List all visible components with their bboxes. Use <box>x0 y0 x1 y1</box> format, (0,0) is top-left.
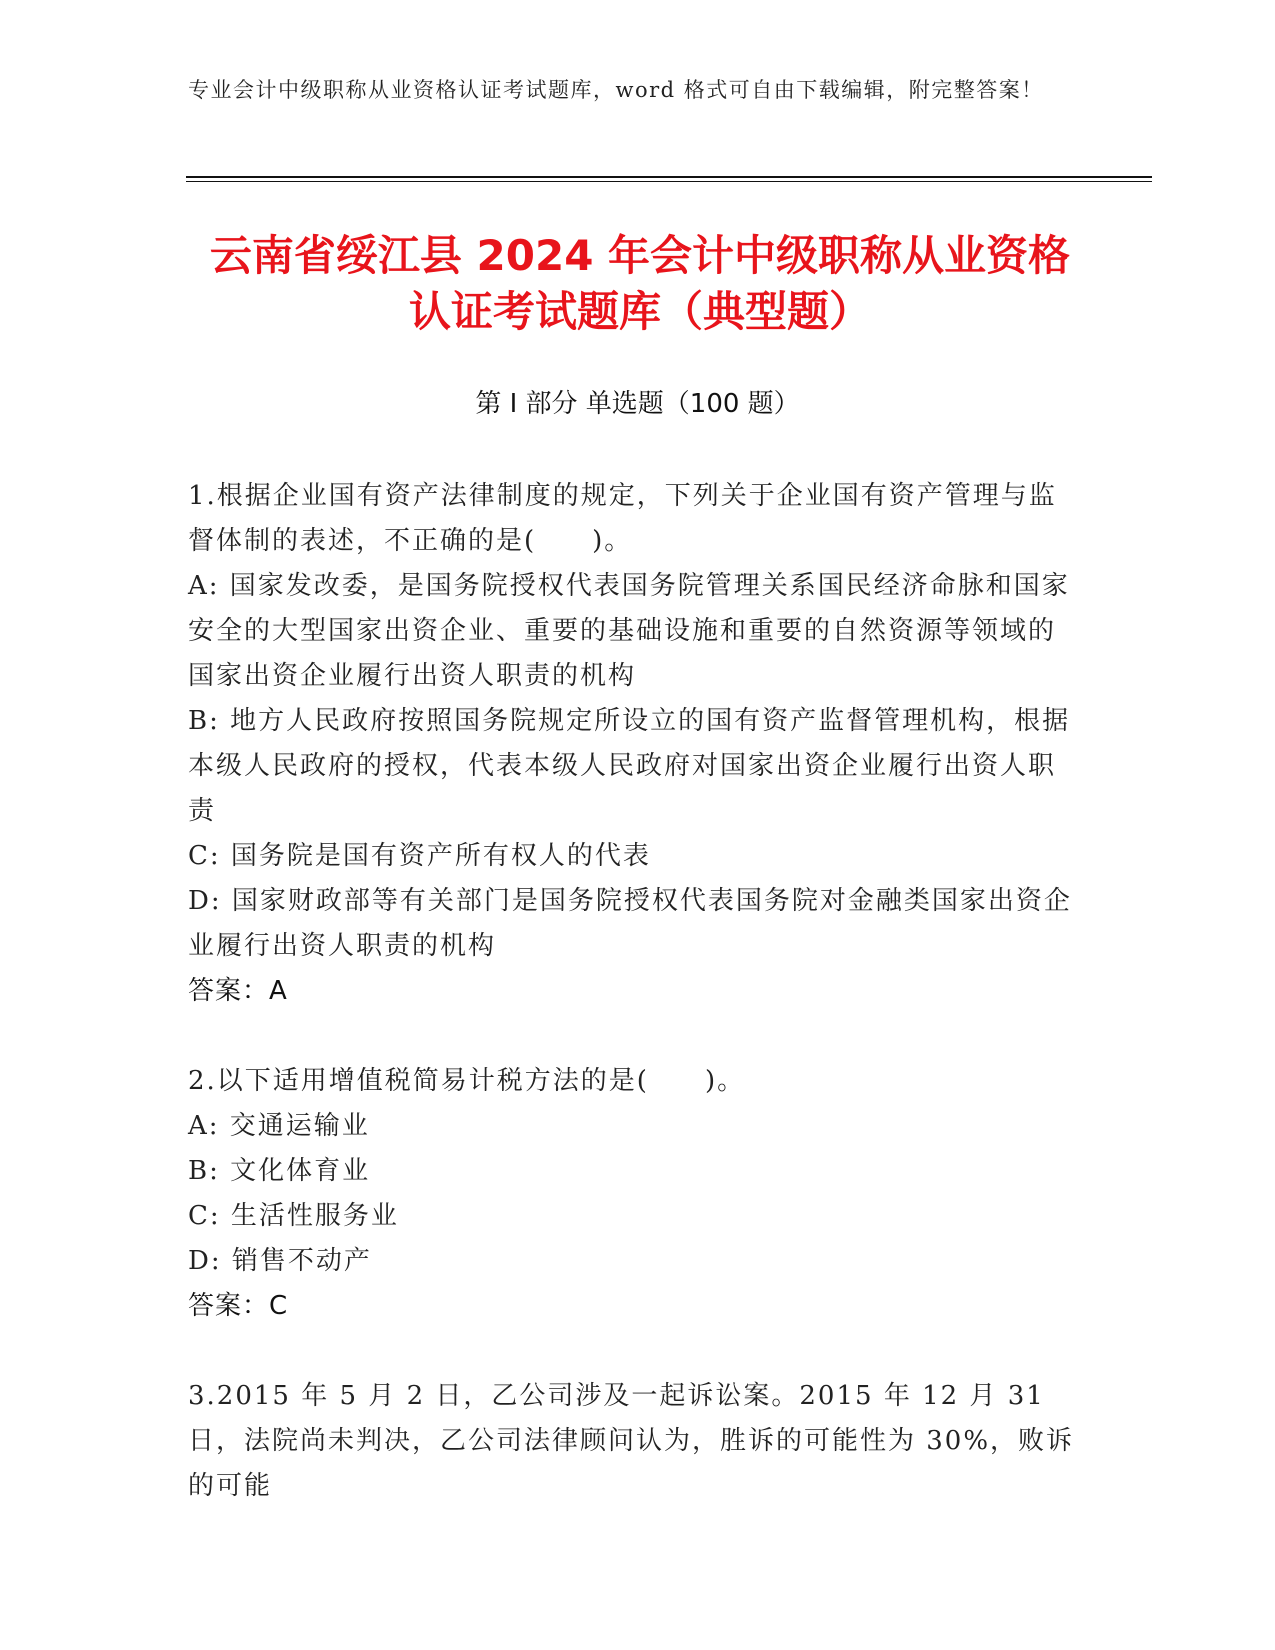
question-list <box>188 474 1078 1554</box>
option-b: B: 地方人民政府按照国务院规定所设立的国有资产监督管理机构，根据本级人民政府的授权，代表本级人民政府对国家出资企业履行出资人职责 <box>188 706 1071 826</box>
option-d: D: 国家财政部等有关部门是国务院授权代表国务院对金融类国家出资企业履行出资人职责的机构 <box>188 886 1072 961</box>
option-a: A: 交通运输业 <box>188 1111 370 1141</box>
question-2 <box>188 1059 1078 1329</box>
option-a: A: 国家发改委，是国务院授权代表国务院管理关系国民经济命脉和国家安全的大型国家出资企业、重要的基础设施和重要的自然资源等领域的国家出资企业履行出资人职责的机构 <box>188 571 1070 691</box>
header-divider-thin <box>186 181 1152 182</box>
section-heading: 第 I 部分 单选题（100 题） <box>475 389 800 419</box>
header-divider-thick <box>186 176 1152 178</box>
question-3 <box>188 1374 1078 1509</box>
question-1 <box>188 474 1078 1014</box>
question-stem: 2.以下适用增值税简易计税方法的是( )。 <box>188 1066 746 1096</box>
option-d: D: 销售不动产 <box>188 1246 372 1276</box>
document-title-line-1: 云南省绥江县 2024 年会计中级职称从业资格 <box>209 231 1071 280</box>
answer: 答案：A <box>188 976 288 1006</box>
option-c: C: 国务院是国有资产所有权人的代表 <box>188 841 651 871</box>
option-b: B: 文化体育业 <box>188 1156 371 1186</box>
option-c: C: 生活性服务业 <box>188 1201 399 1231</box>
question-stem: 1.根据企业国有资产法律制度的规定，下列关于企业国有资产管理与监督体制的表述，不正确的是( )。 <box>188 481 1057 556</box>
document-title-line-2: 认证考试题库（典型题） <box>408 287 871 336</box>
header-note: 专业会计中级职称从业资格认证考试题库，word 格式可自由下载编辑，附完整答案！ <box>188 78 1044 102</box>
answer: 答案：C <box>188 1291 289 1321</box>
question-stem: 3.2015 年 5 月 2 日，乙公司涉及一起诉讼案。2015 年 12 月 31 日，法院尚未判决，乙公司法律顾问认为，胜诉的可能性为 30%，败诉的可能 <box>188 1381 1075 1501</box>
document-title <box>150 228 1130 340</box>
